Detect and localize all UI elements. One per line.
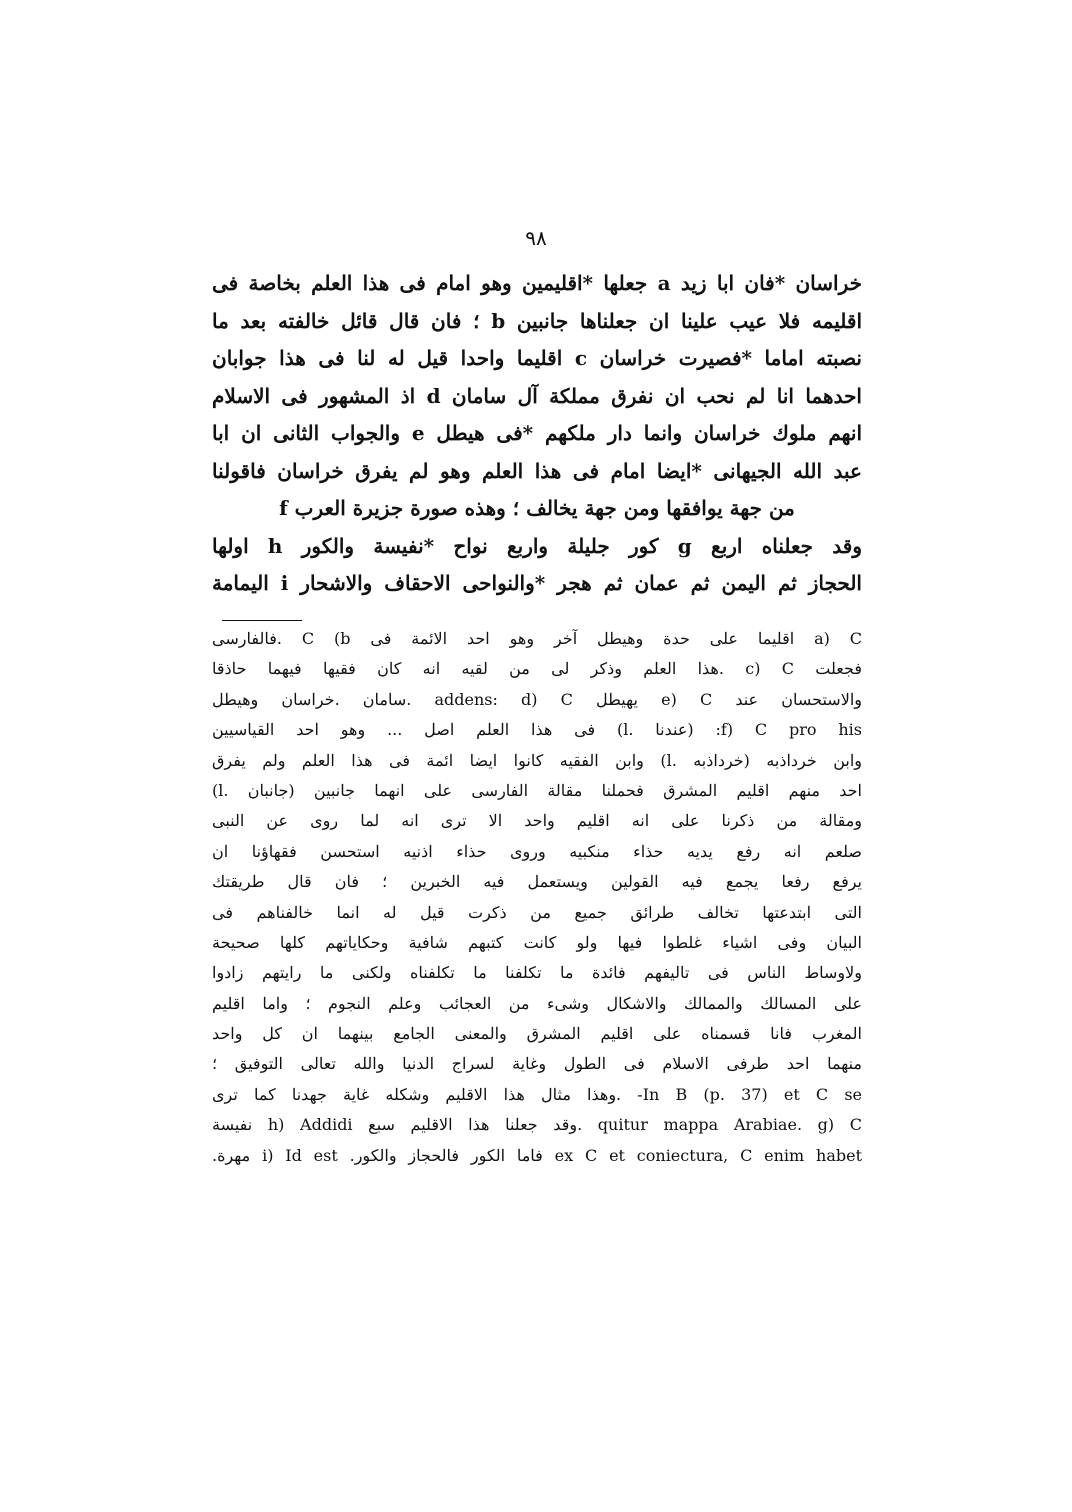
footnote-line: التى ابتدعتها تخالف طرائق جميع من ذكرت قيل له انما خالفناهم فى — [212, 902, 862, 922]
main-text-line: اقليمه فلا عيب علينا ان جعلناها جانبين b ؛ فان قال قائل خالفته بعد ما — [212, 308, 862, 333]
main-text-line: نصبته اماما *فصيرت خراسان c اقليما واحدا قيل له لنا فى هذا جوابان — [212, 346, 862, 370]
footnote-divider — [222, 620, 302, 621]
footnote-line: المغرب فانا قسمناه على اقليم المشرق والمعنى الجامع بينهما ان كل واحد — [212, 1024, 862, 1044]
footnote-line: ex C et coniectura, C enim habet فاما الكور فالحجاز والكور. i) Id est مهرة. — [212, 1145, 862, 1165]
footnote-line: يرفع رفعا يجمع فيه القولين ويستعمل فيه الخبرين ؛ فان قال طريقتك — [212, 872, 862, 892]
page-number: ٩٨ — [525, 226, 547, 250]
footnote-line: a) C اقليما على حدة وهيطل آخر وهو احد الائمة فى C (b .فالفارسى — [212, 629, 862, 648]
footnote-line: البيان وفى اشياء غلطوا فيها ولو كانت كتبهم شافية وحكاياتهم كلها صحيحة — [212, 932, 862, 952]
footnote-line: f) C pro his: (عندنا .l) فى هذا العلم اصل ... وهو احد القياسيين — [212, 720, 862, 740]
main-text-line: عبد الله الجيهانى *ايضا امام فى هذا العلم وهو لم يفرق خراسان فاقولنا — [212, 458, 862, 483]
footnote-line: ولاوساط الناس فى تاليفهم فائدة ما تكلفنا ما تكلفناه ولكنى ما رايتهم زادوا — [212, 963, 862, 983]
main-text-line: وقد جعلناه اربع g كور جليلة واربع نواح *نفيسة والكور h اولها — [212, 533, 862, 558]
footnote-line: In B (p. 37) et C se- .وهذا مثال هذا الاقليم وشكله غاية جهدنا كما ترى — [212, 1084, 862, 1104]
footnote-line: ومقالة من ذكرنا على انه اقليم واحد الا ترى انه لما روى عن النبى — [212, 811, 862, 831]
footnote-line: quitur mappa Arabiae. g) C .وقد جعلنا هذا الاقليم سبع h) Addidi نفيسة — [212, 1115, 862, 1135]
footnote-line: وابن خرداذبه (خرداذبه .l) وابن الفقيه كانوا ايضا ائمة فى هذا العلم ولم يفرق — [212, 750, 862, 770]
footnote-line: صلعم انه رفع يديه حذاء منكبيه وروى حذاء اذنيه استحسن فقهاؤنا ان — [212, 841, 862, 861]
footnote-line: فجعلت c) C .هذا العلم وذكر لى من لقيه انه كان فقيها فيهما حاذقا — [212, 659, 862, 679]
main-text-line: خراسان *فان ابا زيد a جعلها *اقليمين وهو امام فى هذا العلم بخاصة فى — [212, 271, 862, 295]
main-text-line: انهم ملوك خراسان وانما دار ملكهم *فى هيطل e والجواب الثانى ان ابا — [212, 421, 862, 445]
main-text-line: الحجاز ثم اليمن ثم عمان ثم هجر *والنواحى الاحقاف والاشحار i اليمامة — [212, 571, 862, 595]
footnotes — [212, 624, 862, 1171]
main-text-line: من جهة يوافقها ومن جهة يخالف ؛ وهذه صورة جزيرة العرب f — [279, 496, 795, 520]
footnote-line: على المسالك والممالك والاشكال وشىء من العجائب وعلم النجوم ؛ واما اقليم — [212, 993, 862, 1013]
footnote-line: والاستحسان عند e) C يهيطل addens: d) C .سامان .خراسان وهيطل — [212, 689, 862, 709]
main-text — [212, 265, 862, 603]
footnote-line: احد منهم اقليم المشرق فحملنا مقالة الفارسى على انهما جانبين (جانبان .l) — [212, 780, 862, 800]
footnote-line: منهما احد طرفى الاسلام فى الطول وغاية لسراج الدنيا والله تعالى التوفيق ؛ — [212, 1054, 862, 1074]
main-text-line: احدهما انا لم نحب ان نفرق مملكة آل سامان d اذ المشهور فى الاسلام — [212, 383, 862, 408]
